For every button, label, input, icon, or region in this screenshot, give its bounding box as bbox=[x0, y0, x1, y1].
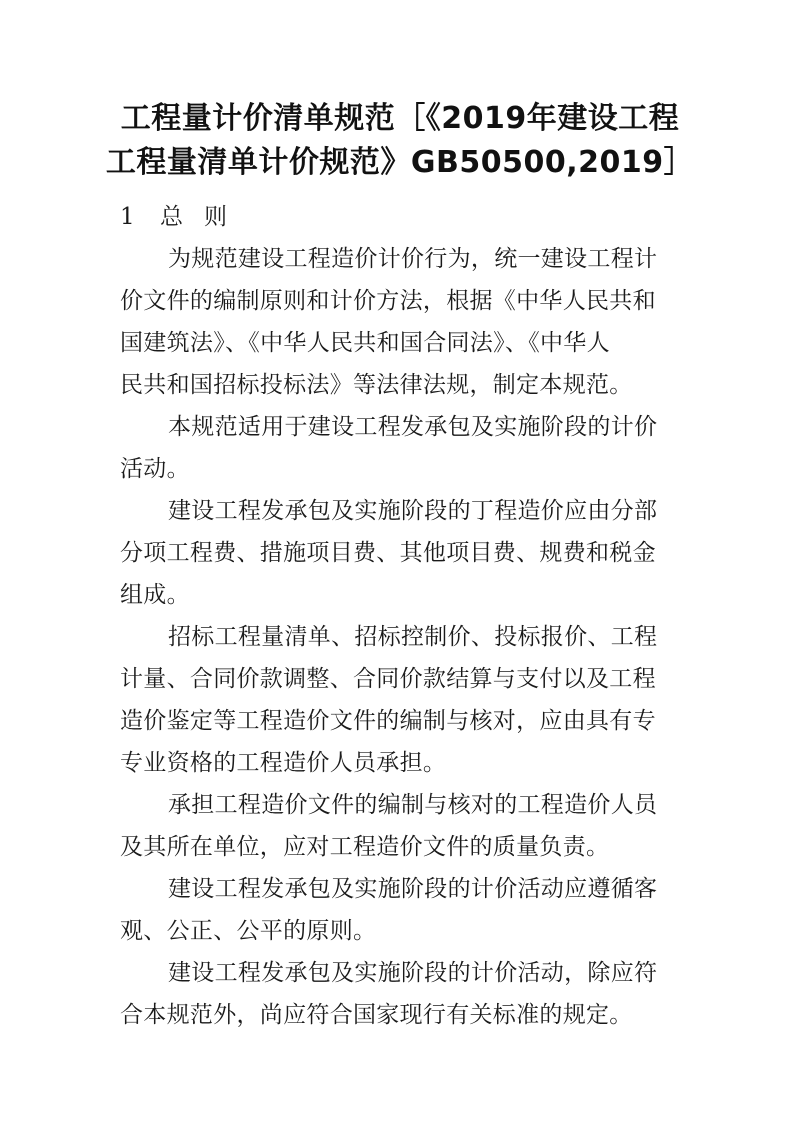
paragraph-4-line-1: 招标工程量清单、招标控制价、投标报价、工程 bbox=[168, 624, 658, 650]
paragraph-2-line-2: 活动。 bbox=[120, 456, 190, 482]
paragraph-4-line-3: 造价鉴定等工程造价文件的编制与核对，应由具有专 bbox=[120, 708, 656, 734]
paragraph-4-line-2: 计量、合同价款调整、合同价款结算与支付以及工程 bbox=[120, 666, 656, 692]
paragraph-1-line-3: 国建筑法》、《中华人民共和国合同法》、《中华人 bbox=[120, 330, 610, 356]
paragraph-1-line-1: 为规范建设工程造价计价行为，统一建设工程计 bbox=[168, 246, 658, 272]
paragraph-3-line-2: 分项工程费、措施项目费、其他项目费、规费和税金 bbox=[120, 540, 656, 566]
paragraph-7-line-2: 合本规范外，尚应符合国家现行有关标准的规定。 bbox=[120, 1002, 633, 1028]
section-heading-char-2: 则 bbox=[204, 204, 227, 230]
paragraph-1-line-4: 民共和国招标投标法》等法律法规，制定本规范。 bbox=[120, 372, 633, 398]
paragraph-6-line-1: 建设工程发承包及实施阶段的计价活动应遵循客 bbox=[168, 876, 658, 902]
paragraph-7-line-1: 建设工程发承包及实施阶段的计价活动，除应符 bbox=[168, 960, 658, 986]
paragraph-5-line-2: 及其所在单位，应对工程造价文件的质量负责。 bbox=[120, 834, 610, 860]
section-number: 1 bbox=[120, 204, 135, 230]
paragraph-3-line-1: 建设工程发承包及实施阶段的丁程造价应由分部 bbox=[168, 498, 658, 524]
paragraph-1-line-2: 价文件的编制原则和计价方法，根据《中华人民共和 bbox=[120, 288, 656, 314]
paragraph-2-line-1: 本规范适用于建设工程发承包及实施阶段的计价 bbox=[168, 414, 658, 440]
section-heading bbox=[120, 200, 227, 234]
paragraph-6-line-2: 观、公正、公平的原则。 bbox=[120, 918, 377, 944]
document-title-line-2: 工程量清单计价规范》GB50500,2019］ bbox=[105, 145, 695, 180]
section-heading-char-1: 总 bbox=[160, 204, 183, 230]
paragraph-4-line-4: 专业资格的工程造价人员承担。 bbox=[120, 750, 447, 776]
paragraph-5-line-1: 承担工程造价文件的编制与核对的工程造价人员 bbox=[168, 792, 658, 818]
paragraph-3-line-3: 组成。 bbox=[120, 582, 190, 608]
document-title-line-1: 工程量计价清单规范［《2019年建设工程 bbox=[120, 101, 680, 136]
